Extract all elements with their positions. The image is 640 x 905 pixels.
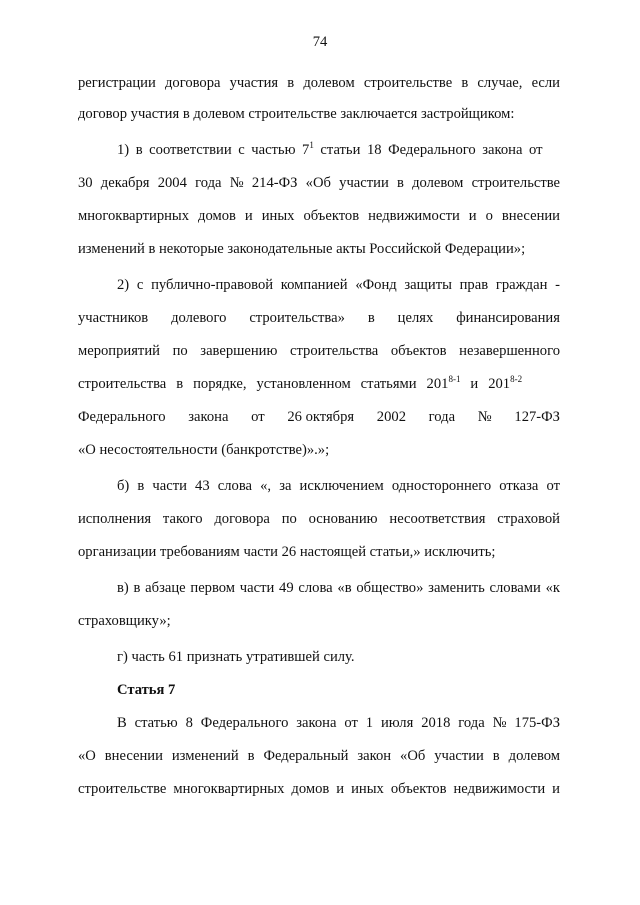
text-line: страховщику»; <box>78 613 171 629</box>
justified-line <box>78 309 560 327</box>
text-line: договор участия в долевом строительстве заключается застройщиком: <box>78 106 515 122</box>
article-heading: Статья 7 <box>117 682 176 698</box>
text-line: в) в абзаце первом части 49 слова «в общество» заменить словами «к <box>117 580 560 596</box>
page-number: 74 <box>312 34 328 50</box>
word: в <box>367 310 375 326</box>
text-segment: статьи 18 Федерального закона от <box>313 142 543 158</box>
text-line: строительстве многоквартирных домов и иных объектов недвижимости и <box>78 781 560 797</box>
text-line-with-superscript <box>78 375 522 393</box>
text-line-with-superscript <box>117 141 542 159</box>
text-segment: строительства в порядке, установленном статьями 201 <box>78 376 449 392</box>
word: 127-ФЗ <box>514 409 560 425</box>
text-line: мероприятий по завершению строительства объектов незавершенного <box>78 343 560 359</box>
word: целях <box>397 310 434 326</box>
superscript: 8-2 <box>510 374 523 384</box>
word: долевого <box>171 310 227 326</box>
word: 26 октября <box>287 409 355 425</box>
text-line: организации требованиям части 26 настоящей статьи,» исключить; <box>78 544 496 560</box>
superscript: 8-1 <box>448 374 461 384</box>
text-line: исполнения такого договора по основанию несоответствия страховой <box>78 511 560 527</box>
text-line: 30 декабря 2004 года № 214-ФЗ «Об участии в долевом строительстве <box>78 175 560 191</box>
text-line: многоквартирных домов и иных объектов недвижимости и о внесении <box>78 208 560 224</box>
text-segment: 1) в соответствии с частью 7 <box>117 142 310 158</box>
word: 2002 <box>376 409 406 425</box>
word: строительства» <box>249 310 345 326</box>
text-line: «О несостоятельности (банкротстве)».»; <box>78 442 330 458</box>
superscript: 1 <box>309 140 314 150</box>
word: участников <box>78 310 149 326</box>
text-line: г) часть 61 признать утратившей силу. <box>117 649 355 665</box>
text-line: 2) с публично-правовой компанией «Фонд защиты прав граждан - <box>117 277 560 293</box>
word: финансирования <box>456 310 560 326</box>
word: от <box>251 409 265 425</box>
word: № <box>477 409 492 425</box>
text-line: «О внесении изменений в Федеральный закон «Об участии в долевом <box>78 748 560 764</box>
text-line: б) в части 43 слова «, за исключением одностороннего отказа от <box>117 478 560 494</box>
text-line: изменений в некоторые законодательные акты Российской Федерации»; <box>78 241 526 257</box>
text-segment: и 201 <box>460 376 511 392</box>
word: Федерального <box>78 409 166 425</box>
word: закона <box>188 409 229 425</box>
word: года <box>428 409 456 425</box>
text-line: регистрации договора участия в долевом строительстве в случае, если <box>78 75 560 91</box>
text-line: В статью 8 Федерального закона от 1 июля 2018 года № 175-ФЗ <box>117 715 560 731</box>
justified-line <box>78 408 560 426</box>
